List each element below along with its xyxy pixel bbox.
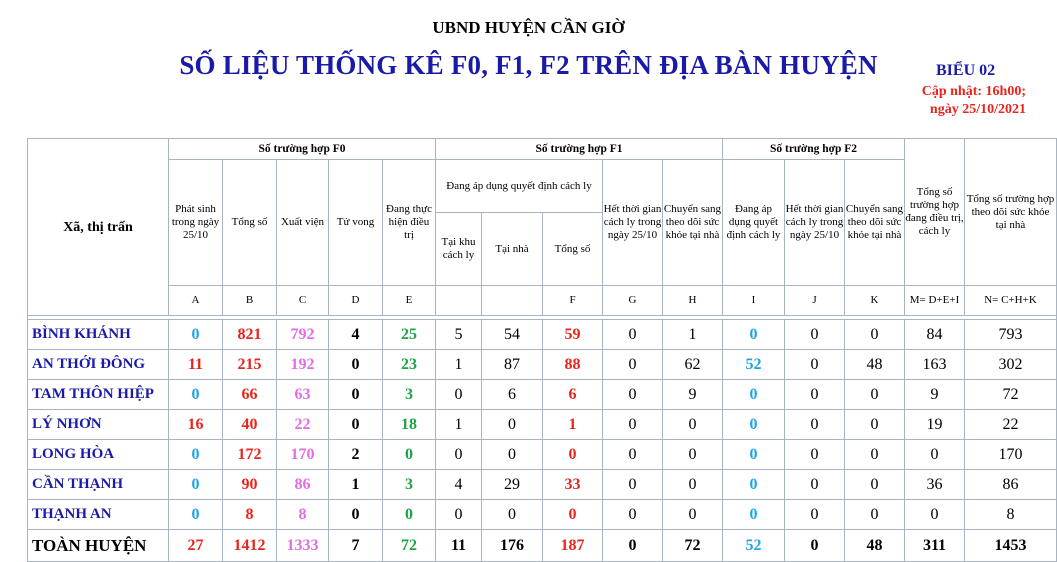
- cell-f1-home: 29: [482, 470, 543, 500]
- cell-g: 0: [603, 380, 663, 410]
- cell-h: 0: [663, 410, 723, 440]
- cell-n: 86: [965, 470, 1057, 500]
- cell-h: 0: [663, 440, 723, 470]
- code-m: M= D+E+I: [905, 286, 965, 316]
- cell-j: 0: [785, 470, 845, 500]
- code-d: D: [329, 286, 383, 316]
- cell-m: 19: [905, 410, 965, 440]
- total-b: 1412: [223, 530, 277, 562]
- total-j: 0: [785, 530, 845, 562]
- total-d: 7: [329, 530, 383, 562]
- cell-c: 63: [277, 380, 329, 410]
- cell-i: 0: [723, 470, 785, 500]
- cell-i: 0: [723, 440, 785, 470]
- org-name: UBND HUYỆN CẦN GIỜ: [432, 18, 625, 37]
- form-code: BIỂU 02: [936, 62, 996, 79]
- cell-m: 9: [905, 380, 965, 410]
- table-row: [28, 350, 1057, 380]
- cell-n: 302: [965, 350, 1057, 380]
- cell-n: 170: [965, 440, 1057, 470]
- cell-b: 40: [223, 410, 277, 440]
- cell-a: 0: [169, 320, 223, 350]
- cell-g: 0: [603, 320, 663, 350]
- cell-h: 0: [663, 500, 723, 530]
- total-c: 1333: [277, 530, 329, 562]
- cell-e: 25: [383, 320, 436, 350]
- cell-d: 0: [329, 410, 383, 440]
- total-n: 1453: [965, 530, 1057, 562]
- header-a: Phát sinh trong ngày 25/10: [169, 160, 223, 286]
- cell-f: 88: [543, 350, 603, 380]
- header-n: Tổng số trường hợp theo dõi sức khỏe tại nhà: [965, 139, 1057, 286]
- cell-h: 0: [663, 470, 723, 500]
- code-f: F: [543, 286, 603, 316]
- cell-g: 0: [603, 350, 663, 380]
- code-e: E: [383, 286, 436, 316]
- page-title: SỐ LIỆU THỐNG KÊ F0, F1, F2 TRÊN ĐỊA BÀN HUYỆN: [179, 50, 878, 80]
- table-row: [28, 320, 1057, 350]
- cell-f: 0: [543, 500, 603, 530]
- header-f1-zone: Tại khu cách ly: [436, 213, 482, 286]
- cell-m: 0: [905, 440, 965, 470]
- table-row: [28, 380, 1057, 410]
- cell-d: 4: [329, 320, 383, 350]
- cell-n: 22: [965, 410, 1057, 440]
- cell-a: 0: [169, 380, 223, 410]
- cell-j: 0: [785, 440, 845, 470]
- statistics-table: [27, 138, 1057, 562]
- cell-d: 0: [329, 500, 383, 530]
- cell-i: 52: [723, 350, 785, 380]
- cell-f1-home: 0: [482, 410, 543, 440]
- cell-a: 16: [169, 410, 223, 440]
- cell-f1-home: 54: [482, 320, 543, 350]
- cell-e: 0: [383, 500, 436, 530]
- code-b: B: [223, 286, 277, 316]
- cell-i: 0: [723, 320, 785, 350]
- cell-d: 2: [329, 440, 383, 470]
- cell-g: 0: [603, 440, 663, 470]
- total-f1-zone: 11: [436, 530, 482, 562]
- cell-h: 1: [663, 320, 723, 350]
- cell-e: 18: [383, 410, 436, 440]
- code-f1-zone: [436, 286, 482, 316]
- cell-a: 11: [169, 350, 223, 380]
- total-h: 72: [663, 530, 723, 562]
- update-info: [922, 83, 1026, 119]
- header-f: Tổng số: [543, 213, 603, 286]
- cell-k: 0: [845, 320, 905, 350]
- cell-e: 3: [383, 380, 436, 410]
- table-row: [28, 500, 1057, 530]
- cell-e: 3: [383, 470, 436, 500]
- cell-c: 792: [277, 320, 329, 350]
- cell-b: 215: [223, 350, 277, 380]
- cell-n: 72: [965, 380, 1057, 410]
- cell-m: 36: [905, 470, 965, 500]
- code-a: A: [169, 286, 223, 316]
- total-m: 311: [905, 530, 965, 562]
- table-row: [28, 410, 1057, 440]
- code-j: J: [785, 286, 845, 316]
- cell-g: 0: [603, 410, 663, 440]
- cell-k: 0: [845, 440, 905, 470]
- cell-b: 8: [223, 500, 277, 530]
- header-commune: Xã, thị trấn: [28, 139, 169, 316]
- cell-f: 1: [543, 410, 603, 440]
- commune-name: LONG HÒA: [28, 440, 169, 470]
- cell-c: 8: [277, 500, 329, 530]
- header-k: Chuyển sang theo dõi sức khỏe tại nhà: [845, 160, 905, 286]
- header-i: Đang áp dụng quyết định cách ly: [723, 160, 785, 286]
- cell-f1-zone: 5: [436, 320, 482, 350]
- cell-f1-zone: 1: [436, 410, 482, 440]
- cell-h: 9: [663, 380, 723, 410]
- cell-k: 48: [845, 350, 905, 380]
- cell-d: 0: [329, 350, 383, 380]
- cell-f1-zone: 0: [436, 500, 482, 530]
- header-d: Tử vong: [329, 160, 383, 286]
- cell-n: 8: [965, 500, 1057, 530]
- cell-a: 0: [169, 440, 223, 470]
- header-m: Tổng số trường hợp đang điều trị, cách ly: [905, 139, 965, 286]
- total-row: [28, 530, 1057, 562]
- header-group-f1: Số trường hợp F1: [436, 139, 723, 160]
- cell-j: 0: [785, 350, 845, 380]
- cell-n: 793: [965, 320, 1057, 350]
- total-g: 0: [603, 530, 663, 562]
- cell-i: 0: [723, 380, 785, 410]
- cell-c: 22: [277, 410, 329, 440]
- cell-h: 62: [663, 350, 723, 380]
- cell-k: 0: [845, 500, 905, 530]
- table-row: [28, 470, 1057, 500]
- cell-d: 0: [329, 380, 383, 410]
- header-group-f2: Số trường hợp F2: [723, 139, 905, 160]
- cell-g: 0: [603, 470, 663, 500]
- cell-j: 0: [785, 500, 845, 530]
- header-e: Đang thực hiện điều trị: [383, 160, 436, 286]
- cell-b: 172: [223, 440, 277, 470]
- cell-b: 66: [223, 380, 277, 410]
- cell-b: 821: [223, 320, 277, 350]
- commune-name: TAM THÔN HIỆP: [28, 380, 169, 410]
- total-e: 72: [383, 530, 436, 562]
- update-date: ngày 25/10/2021: [929, 102, 1026, 117]
- cell-c: 86: [277, 470, 329, 500]
- code-h: H: [663, 286, 723, 316]
- cell-f: 0: [543, 440, 603, 470]
- table-row: [28, 440, 1057, 470]
- cell-a: 0: [169, 470, 223, 500]
- total-i: 52: [723, 530, 785, 562]
- code-c: C: [277, 286, 329, 316]
- header-f1-applying: Đang áp dụng quyết định cách ly: [436, 160, 603, 213]
- total-f1-home: 176: [482, 530, 543, 562]
- cell-f: 59: [543, 320, 603, 350]
- cell-m: 0: [905, 500, 965, 530]
- header-b: Tổng số: [223, 160, 277, 286]
- cell-f: 6: [543, 380, 603, 410]
- header-g: Hết thời gian cách ly trong ngày 25/10: [603, 160, 663, 286]
- cell-j: 0: [785, 380, 845, 410]
- code-i: I: [723, 286, 785, 316]
- commune-name: AN THỚI ĐÔNG: [28, 350, 169, 380]
- total-label: TOÀN HUYỆN: [28, 530, 169, 562]
- cell-c: 192: [277, 350, 329, 380]
- cell-g: 0: [603, 500, 663, 530]
- code-k: K: [845, 286, 905, 316]
- cell-m: 163: [905, 350, 965, 380]
- code-f1-home: [482, 286, 543, 316]
- cell-f1-zone: 0: [436, 440, 482, 470]
- cell-k: 0: [845, 380, 905, 410]
- cell-f1-home: 87: [482, 350, 543, 380]
- cell-k: 0: [845, 470, 905, 500]
- cell-j: 0: [785, 410, 845, 440]
- cell-d: 1: [329, 470, 383, 500]
- cell-f1-home: 0: [482, 440, 543, 470]
- header-c: Xuất viện: [277, 160, 329, 286]
- cell-i: 0: [723, 500, 785, 530]
- cell-f1-zone: 4: [436, 470, 482, 500]
- header-h: Chuyển sang theo dõi sức khỏe tại nhà: [663, 160, 723, 286]
- header-group-f0: Số trường hợp F0: [169, 139, 436, 160]
- code-n: N= C+H+K: [965, 286, 1057, 316]
- commune-name: BÌNH KHÁNH: [28, 320, 169, 350]
- commune-name: CẦN THẠNH: [28, 470, 169, 500]
- total-a: 27: [169, 530, 223, 562]
- cell-j: 0: [785, 320, 845, 350]
- cell-e: 0: [383, 440, 436, 470]
- cell-k: 0: [845, 410, 905, 440]
- code-g: G: [603, 286, 663, 316]
- total-f: 187: [543, 530, 603, 562]
- cell-f: 33: [543, 470, 603, 500]
- update-time: Cập nhật: 16h00;: [921, 84, 1026, 99]
- cell-f1-zone: 0: [436, 380, 482, 410]
- cell-a: 0: [169, 500, 223, 530]
- cell-f1-zone: 1: [436, 350, 482, 380]
- cell-f1-home: 6: [482, 380, 543, 410]
- cell-b: 90: [223, 470, 277, 500]
- cell-e: 23: [383, 350, 436, 380]
- header-j: Hết thời gian cách ly trong ngày 25/10: [785, 160, 845, 286]
- cell-f1-home: 0: [482, 500, 543, 530]
- cell-c: 170: [277, 440, 329, 470]
- cell-i: 0: [723, 410, 785, 440]
- commune-name: LÝ NHƠN: [28, 410, 169, 440]
- total-k: 48: [845, 530, 905, 562]
- commune-name: THẠNH AN: [28, 500, 169, 530]
- header-f1-home: Tại nhà: [482, 213, 543, 286]
- cell-m: 84: [905, 320, 965, 350]
